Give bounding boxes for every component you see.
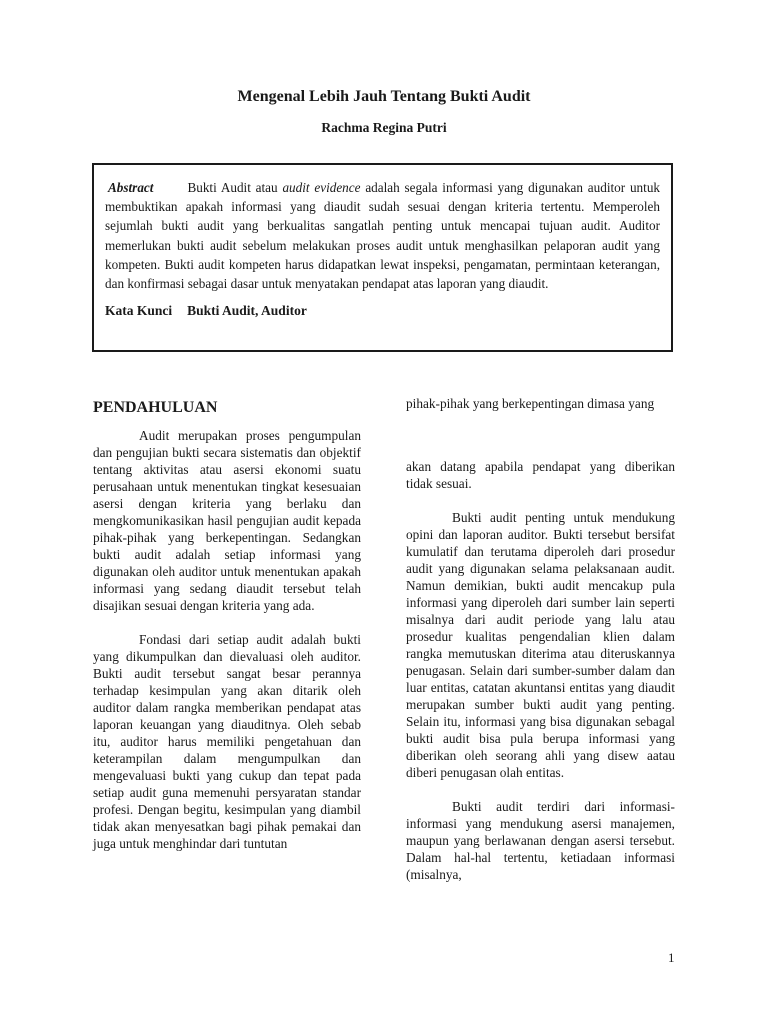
abstract-box <box>92 163 673 352</box>
keywords-value: Bukti Audit, Auditor <box>187 303 307 319</box>
right-column <box>406 395 675 883</box>
section-heading: PENDAHULUAN <box>93 399 218 416</box>
keywords-label: Kata Kunci <box>105 303 173 319</box>
paper-title: Mengenal Lebih Jauh Tentang Bukti Audit <box>237 88 531 105</box>
body-paragraph: Fondasi dari setiap audit adalah bukti yang dikumpulkan dan dievaluasi oleh auditor. Bukti audit tersebut sangat besar perannya terhadap kesimpulan yang akan ditarik oleh auditor dalam rangka memberikan pendapat atas laporan keuangan yang diauditnya. Oleh sebab itu, auditor harus memiliki pengetahuan dan keterampilan dalam mengumpulkan dan mengevaluasi bukti yang cukup dan tepat pada setiap audit guna memenuhi persyaratan standar profesi. Dengan begitu, kesimpulan yang diambil tidak akan menyesatkan bagi pihak pemakai dan juga untuk menghindar dari tuntutan <box>93 632 361 851</box>
keywords-line <box>105 303 660 319</box>
abstract-italic-term: audit evidence <box>282 180 361 195</box>
abstract-text-before: Bukti Audit atau <box>187 180 278 195</box>
body-paragraph: akan datang apabila pendapat yang diberikan tidak sesuai. <box>406 459 675 491</box>
left-column <box>93 395 361 852</box>
body-paragraph: Audit merupakan proses pengumpulan dan pengujian bukti secara sistematis dan objektif tentang aktivitas atau asersi ekonomi suatu perusahaan untuk menentukan tingkat kesesuaian asersi dengan kriteria yang berlaku dan mengkomunikasikan hasil pengujian audit kepada pihak-pihak yang berkepentingan. Sedangkan bukti audit adalah setiap informasi yang digunakan oleh auditor untuk menentukan apakah informasi yang sedang diaudit tersebut telah disajikan sesuai dengan kriteria yang ada. <box>93 428 361 613</box>
body-paragraph: pihak-pihak yang berkepentingan dimasa yang <box>406 396 655 411</box>
abstract-text-after: adalah segala informasi yang digunakan auditor untuk membuktikan apakah informasi yang diaudit sudah sesuai dengan kriteria tertentu. Memperoleh sejumlah bukti audit yang berkualitas sangatlah penting untuk mencapai tujuan audit. Auditor memerlukan bukti audit sebelum melakukan proses audit untuk menghasilkan pelaporan audit yang kompeten. Bukti audit kompeten harus didapatkan lewat inspeksi, pengamatan, permintaan keterangan, dan konfirmasi sebagai dasar untuk menyatakan pendapat atas laporan yang diaudit. <box>105 180 661 292</box>
abstract-paragraph <box>105 178 660 293</box>
author-name: Rachma Regina Putri <box>321 120 447 135</box>
page-number: 1 <box>668 950 675 965</box>
body-paragraph: Bukti audit penting untuk mendukung opini dan laporan auditor. Bukti tersebut bersifat kumulatif dan terutama diperoleh dari prosedur audit yang digunakan selama pelaksanaan audit. Namun demikian, bukti audit mencakup pula informasi yang diperoleh dari sumber lain seperti misalnya dari audit periode yang lalu atau prosedur kualitas pengendalian klien dalam rangka memutuskan diterima atau diteruskannya penugasan. Selain dari sumber-sumber dalam dan luar entitas, catatan akuntansi entitas yang diaudit merupakan sumber bukti audit yang penting. Selain itu, informasi yang bisa digunakan sebagal bukti audit bisa pula berupa informasi yang diberikan oleh seorang ahli yang disew aatau diberi penugasan olah entitas. <box>406 510 675 780</box>
abstract-label: Abstract <box>108 180 154 195</box>
body-paragraph: Bukti audit terdiri dari informasi-informasi yang mendukung asersi manajemen, maupun yang berlawanan dengan asersi tersebut. Dalam hal-hal tertentu, ketiadaan informasi (misalnya, <box>406 799 675 882</box>
